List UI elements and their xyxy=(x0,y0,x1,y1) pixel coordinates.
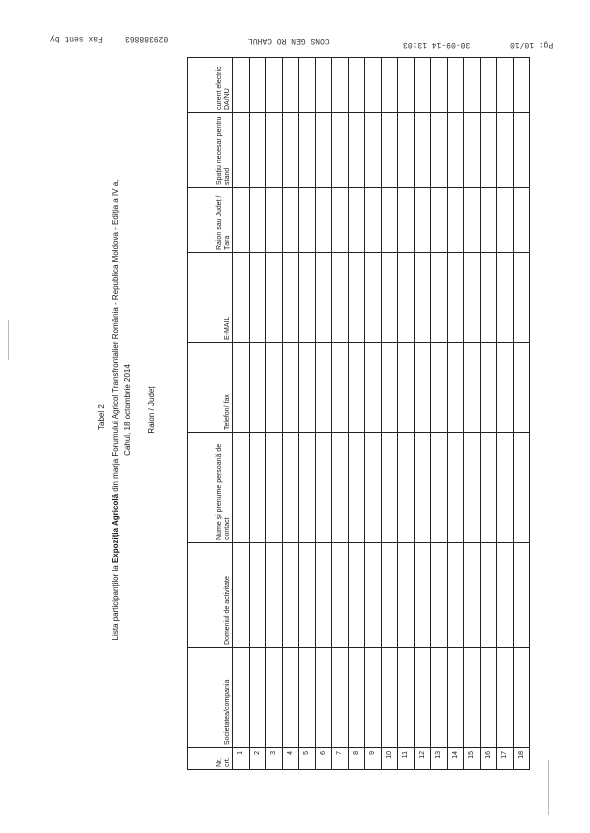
table-cell[interactable] xyxy=(266,253,283,343)
table-row xyxy=(398,58,415,770)
title-prefix: Lista participanților la xyxy=(111,563,120,641)
table-cell[interactable] xyxy=(480,188,497,253)
table-cell[interactable] xyxy=(447,58,464,113)
table-cell[interactable] xyxy=(464,648,481,748)
table-cell[interactable] xyxy=(348,648,365,748)
table-cell[interactable] xyxy=(315,543,332,648)
table-cell[interactable] xyxy=(398,343,415,433)
table-cell[interactable] xyxy=(348,188,365,253)
table-cell[interactable] xyxy=(282,113,299,188)
table-cell[interactable] xyxy=(266,188,283,253)
row-number: 10 xyxy=(381,748,398,770)
rotated-page xyxy=(95,50,545,770)
table-cell[interactable] xyxy=(381,343,398,433)
header-email: E-MAIL xyxy=(188,253,233,343)
table-cell[interactable] xyxy=(282,543,299,648)
table-cell[interactable] xyxy=(497,543,514,648)
table-cell[interactable] xyxy=(513,113,530,188)
table-cell[interactable] xyxy=(447,543,464,648)
table-cell[interactable] xyxy=(365,58,382,113)
row-number: 4 xyxy=(282,748,299,770)
table-cell[interactable] xyxy=(447,253,464,343)
table-cell[interactable] xyxy=(414,648,431,748)
table-cell[interactable] xyxy=(398,188,415,253)
table-cell[interactable] xyxy=(233,648,250,748)
table-cell[interactable] xyxy=(381,253,398,343)
table-cell[interactable] xyxy=(282,188,299,253)
table-row xyxy=(299,58,316,770)
table-cell[interactable] xyxy=(233,58,250,113)
table-cell[interactable] xyxy=(381,648,398,748)
table-cell[interactable] xyxy=(414,58,431,113)
table-cell[interactable] xyxy=(398,58,415,113)
table-cell[interactable] xyxy=(414,543,431,648)
table-row xyxy=(315,58,332,770)
table-cell[interactable] xyxy=(381,188,398,253)
table-cell[interactable] xyxy=(266,433,283,543)
table-cell[interactable] xyxy=(233,543,250,648)
table-cell[interactable] xyxy=(398,648,415,748)
table-cell[interactable] xyxy=(233,113,250,188)
table-cell[interactable] xyxy=(282,58,299,113)
table-cell[interactable] xyxy=(513,253,530,343)
table-cell[interactable] xyxy=(497,433,514,543)
table-cell[interactable] xyxy=(480,433,497,543)
table-cell[interactable] xyxy=(348,433,365,543)
header-company: Societatea/compania xyxy=(188,648,233,748)
table-cell[interactable] xyxy=(497,113,514,188)
table-cell[interactable] xyxy=(332,648,349,748)
row-number: 15 xyxy=(464,748,481,770)
table-cell[interactable] xyxy=(299,648,316,748)
table-cell[interactable] xyxy=(464,543,481,648)
table-row xyxy=(233,58,250,770)
table-cell[interactable] xyxy=(365,343,382,433)
title-suffix: din marja Forumului Agricol Transfrontalier România - Republica Moldova - Ediția a IV a, xyxy=(111,179,120,494)
table-cell[interactable] xyxy=(266,343,283,433)
table-row xyxy=(447,58,464,770)
table-cell[interactable] xyxy=(266,113,283,188)
table-cell[interactable] xyxy=(299,543,316,648)
fax-page-number: Pg: 10/10 xyxy=(510,40,554,49)
table-row xyxy=(414,58,431,770)
table-cell[interactable] xyxy=(398,433,415,543)
table-cell[interactable] xyxy=(497,58,514,113)
table-date: Cahul, 18 octombrie 2014 xyxy=(123,364,132,456)
table-cell[interactable] xyxy=(414,113,431,188)
table-cell[interactable] xyxy=(299,58,316,113)
table-cell[interactable] xyxy=(431,58,448,113)
table-cell[interactable] xyxy=(348,113,365,188)
table-cell[interactable] xyxy=(332,113,349,188)
table-cell[interactable] xyxy=(447,188,464,253)
table-cell[interactable] xyxy=(464,433,481,543)
table-cell[interactable] xyxy=(266,543,283,648)
table-cell[interactable] xyxy=(315,253,332,343)
scan-artifact xyxy=(548,760,549,815)
table-cell[interactable] xyxy=(414,343,431,433)
table-cell[interactable] xyxy=(315,188,332,253)
table-cell[interactable] xyxy=(348,253,365,343)
table-cell[interactable] xyxy=(282,253,299,343)
table-row xyxy=(381,58,398,770)
table-cell[interactable] xyxy=(480,543,497,648)
table-cell[interactable] xyxy=(365,188,382,253)
table-cell[interactable] xyxy=(365,113,382,188)
row-number: 3 xyxy=(266,748,283,770)
table-cell[interactable] xyxy=(431,543,448,648)
table-body xyxy=(233,58,530,770)
header-contact: Nume și prenume persoană de contact xyxy=(188,433,233,543)
table-cell[interactable] xyxy=(365,648,382,748)
table-cell[interactable] xyxy=(365,543,382,648)
title-block xyxy=(95,50,195,770)
table-cell[interactable] xyxy=(497,253,514,343)
table-cell[interactable] xyxy=(414,188,431,253)
table-cell[interactable] xyxy=(233,188,250,253)
table-cell[interactable] xyxy=(480,648,497,748)
table-cell[interactable] xyxy=(299,343,316,433)
table-row xyxy=(266,58,283,770)
table-cell[interactable] xyxy=(348,543,365,648)
table-cell[interactable] xyxy=(299,433,316,543)
table-cell[interactable] xyxy=(249,58,266,113)
scan-artifact xyxy=(8,320,9,360)
row-number: 8 xyxy=(348,748,365,770)
table-cell[interactable] xyxy=(431,343,448,433)
participants-table xyxy=(187,57,530,770)
row-number: 2 xyxy=(249,748,266,770)
location-label: Raion / Județ xyxy=(147,386,156,434)
header-domain: Domeniul de activitate xyxy=(188,543,233,648)
table-cell[interactable] xyxy=(464,113,481,188)
table-cell[interactable] xyxy=(233,343,250,433)
table-cell[interactable] xyxy=(315,433,332,543)
table-cell[interactable] xyxy=(431,433,448,543)
table-cell[interactable] xyxy=(398,253,415,343)
table-cell[interactable] xyxy=(282,648,299,748)
table-cell[interactable] xyxy=(447,648,464,748)
table-cell[interactable] xyxy=(431,113,448,188)
table-cell[interactable] xyxy=(315,113,332,188)
header-electricity: curent electric DA/NU xyxy=(188,58,233,113)
table-row xyxy=(282,58,299,770)
table-cell[interactable] xyxy=(497,343,514,433)
table-cell[interactable] xyxy=(381,543,398,648)
fax-recipient: CONS GEN RO CAHUL xyxy=(248,36,330,45)
table-cell[interactable] xyxy=(332,343,349,433)
table-cell[interactable] xyxy=(497,648,514,748)
title-bold: Expoziția Agricolă xyxy=(111,493,120,564)
fax-sender-label: Fax sent by xyxy=(50,34,103,43)
table-cell[interactable] xyxy=(480,253,497,343)
row-number: 11 xyxy=(398,748,415,770)
table-cell[interactable] xyxy=(365,433,382,543)
row-number: 5 xyxy=(299,748,316,770)
table-cell[interactable] xyxy=(249,433,266,543)
table-cell[interactable] xyxy=(414,253,431,343)
table-cell[interactable] xyxy=(266,58,283,113)
table-cell[interactable] xyxy=(348,343,365,433)
table-row xyxy=(497,58,514,770)
table-row xyxy=(348,58,365,770)
table-cell[interactable] xyxy=(414,433,431,543)
table-cell[interactable] xyxy=(249,188,266,253)
table-row xyxy=(431,58,448,770)
table-cell[interactable] xyxy=(464,58,481,113)
table-cell[interactable] xyxy=(513,343,530,433)
table-cell[interactable] xyxy=(431,648,448,748)
fax-datetime: 30-09-14 13:03 xyxy=(403,40,471,49)
table-row xyxy=(332,58,349,770)
row-number: 7 xyxy=(332,748,349,770)
table-cell[interactable] xyxy=(513,58,530,113)
table-cell[interactable] xyxy=(464,343,481,433)
table-cell[interactable] xyxy=(233,433,250,543)
table-header-row xyxy=(188,58,233,770)
row-number: 17 xyxy=(497,748,514,770)
table-cell[interactable] xyxy=(299,188,316,253)
table-cell[interactable] xyxy=(315,58,332,113)
table-cell[interactable] xyxy=(447,343,464,433)
table-cell[interactable] xyxy=(447,433,464,543)
table-cell[interactable] xyxy=(282,343,299,433)
header-stand-space: Spațiu necesar pentru stand xyxy=(188,113,233,188)
table-cell[interactable] xyxy=(513,433,530,543)
table-cell[interactable] xyxy=(464,188,481,253)
row-number: 9 xyxy=(365,748,382,770)
table-row xyxy=(365,58,382,770)
table-cell[interactable] xyxy=(464,253,481,343)
table-title xyxy=(111,90,120,730)
table-cell[interactable] xyxy=(348,58,365,113)
fax-sender-number: 029388863 xyxy=(125,34,169,43)
table-cell[interactable] xyxy=(480,113,497,188)
table-cell[interactable] xyxy=(381,58,398,113)
table-cell[interactable] xyxy=(332,543,349,648)
table-cell[interactable] xyxy=(332,433,349,543)
table-cell[interactable] xyxy=(299,253,316,343)
table-cell[interactable] xyxy=(381,433,398,543)
table-cell[interactable] xyxy=(398,543,415,648)
table-cell[interactable] xyxy=(381,113,398,188)
table-cell[interactable] xyxy=(249,343,266,433)
table-cell[interactable] xyxy=(513,188,530,253)
table-cell[interactable] xyxy=(332,188,349,253)
table-cell[interactable] xyxy=(282,433,299,543)
table-cell[interactable] xyxy=(315,343,332,433)
table-row xyxy=(249,58,266,770)
table-cell[interactable] xyxy=(315,648,332,748)
header-phone: Telefon/ fax xyxy=(188,343,233,433)
row-number: 14 xyxy=(447,748,464,770)
table-row xyxy=(464,58,481,770)
row-number: 12 xyxy=(414,748,431,770)
table-cell[interactable] xyxy=(431,253,448,343)
table-cell[interactable] xyxy=(497,188,514,253)
table-cell[interactable] xyxy=(431,188,448,253)
table-cell[interactable] xyxy=(332,58,349,113)
header-nr: Nr. crt. xyxy=(188,748,233,770)
table-cell[interactable] xyxy=(249,253,266,343)
table-cell[interactable] xyxy=(249,648,266,748)
row-number: 1 xyxy=(233,748,250,770)
row-number: 13 xyxy=(431,748,448,770)
header-region: Raion sau Județ / Țara xyxy=(188,188,233,253)
table-cell[interactable] xyxy=(513,648,530,748)
table-cell[interactable] xyxy=(365,253,382,343)
table-row xyxy=(513,58,530,770)
table-cell[interactable] xyxy=(249,543,266,648)
table-cell[interactable] xyxy=(398,113,415,188)
table-cell[interactable] xyxy=(233,253,250,343)
row-number: 18 xyxy=(513,748,530,770)
table-cell[interactable] xyxy=(249,113,266,188)
table-cell[interactable] xyxy=(447,113,464,188)
table-label: Tabel 2 xyxy=(97,404,106,430)
table-cell[interactable] xyxy=(480,58,497,113)
table-cell[interactable] xyxy=(513,543,530,648)
table-cell[interactable] xyxy=(480,343,497,433)
table-cell[interactable] xyxy=(332,253,349,343)
table-cell[interactable] xyxy=(266,648,283,748)
table-cell[interactable] xyxy=(299,113,316,188)
row-number: 16 xyxy=(480,748,497,770)
row-number: 6 xyxy=(315,748,332,770)
table-row xyxy=(480,58,497,770)
